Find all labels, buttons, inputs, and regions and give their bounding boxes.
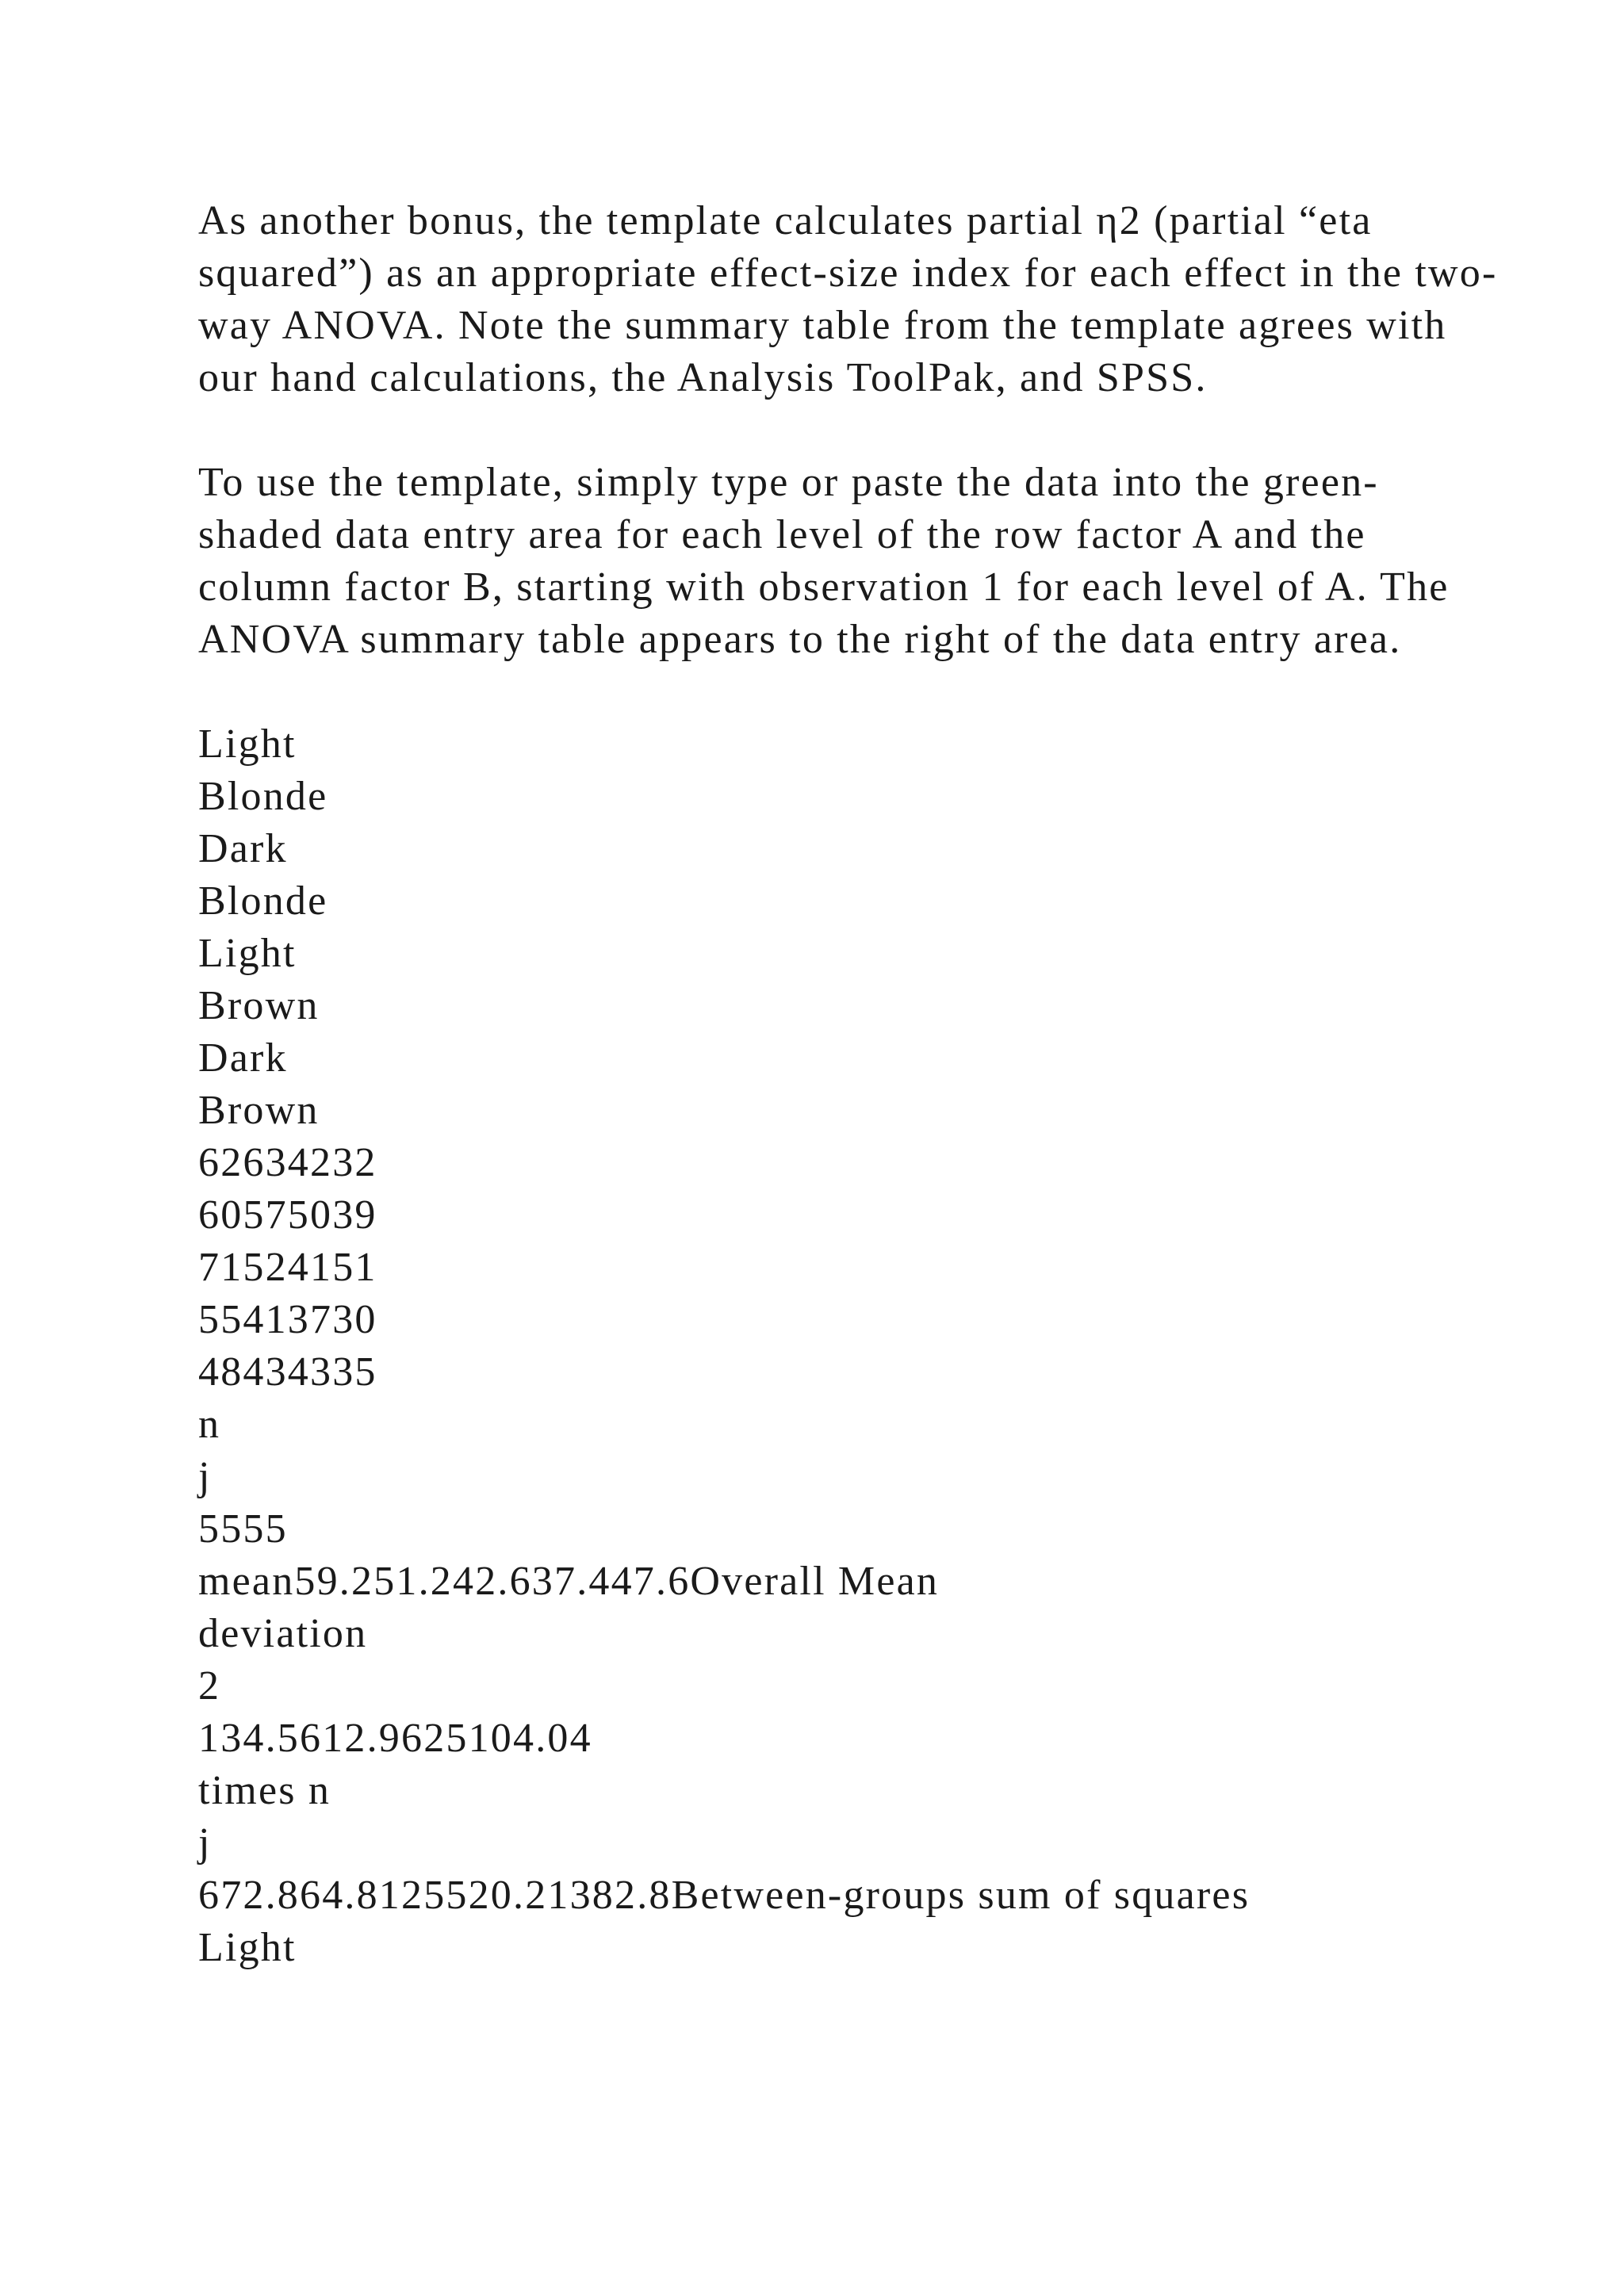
text-line: Light — [198, 721, 297, 767]
text-line: Blonde — [198, 878, 328, 924]
text-line: Dark — [198, 826, 288, 871]
text-line: 672.864.8125520.21382.8Between-groups sum of squares — [198, 1873, 1251, 1918]
text-line: Brown — [198, 983, 320, 1028]
text-line: 134.5612.9625104.04 — [198, 1716, 592, 1761]
paragraph-effect-size: As another bonus, the template calculates partial η2 (partial “eta squared”) as an appropriate effect-size index for each effect in the two-way ANOVA. Note the summary table from the template agrees with our hand calculations, the Analysis ToolPak, and SPSS. — [198, 198, 1498, 400]
text-line: 5555 — [198, 1506, 288, 1552]
text-line: 71524151 — [198, 1245, 377, 1290]
paragraph-template-usage: To use the template, simply type or paste the data into the green-shaded data entry area for each level of the row factor A and the column factor B, starting with observation 1 for each level of A. The ANOVA summary table appears to the right of the data entry area. — [198, 460, 1450, 662]
text-line: 55413730 — [198, 1297, 377, 1342]
text-line: times n — [198, 1768, 331, 1813]
text-line: 48434335 — [198, 1349, 377, 1395]
text-line: j — [198, 1454, 212, 1499]
text-line: Brown — [198, 1088, 320, 1133]
text-line: 60575039 — [198, 1192, 377, 1238]
document-page — [198, 195, 1499, 1974]
text-line: Light — [198, 931, 297, 976]
text-line: j — [198, 1820, 212, 1866]
text-line: n — [198, 1402, 221, 1447]
text-line: 62634232 — [198, 1140, 377, 1185]
text-line: mean59.251.242.637.447.6Overall Mean — [198, 1559, 940, 1604]
text-line: Dark — [198, 1035, 288, 1081]
text-line: 2 — [198, 1663, 221, 1709]
data-lines — [198, 718, 1499, 1974]
text-line: Light — [198, 1925, 297, 1970]
text-line: Blonde — [198, 774, 328, 819]
text-line: deviation — [198, 1611, 368, 1656]
